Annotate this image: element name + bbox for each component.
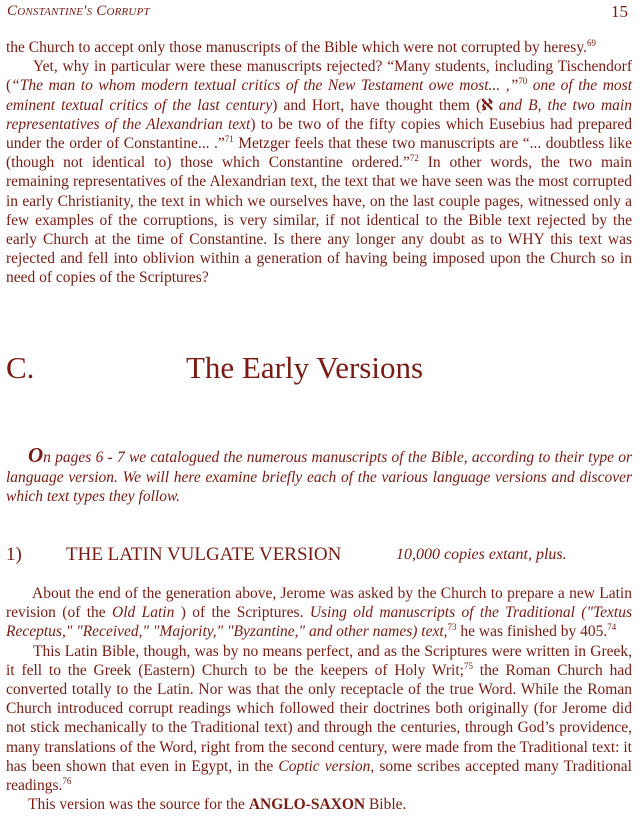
subsection-number: 1) (6, 544, 22, 565)
text-run: Yet, why in particular were these manuscripts rejected? “Many students, including Tischendorf ( (6, 58, 632, 95)
text-run: Metzger feels that these two manuscripts are “... doubtless like (though not identical to) those which Constantine ordered.” (6, 135, 632, 172)
text-run: ) to be two of the fifty copies which Eusebius had prepared under the order of Constantine... .” (6, 115, 632, 153)
text-run: the Roman Church had converted totally to the Latin. Nor was that the only receptacle of the true Word. While the Roman Church introduced corrupt readings which followed their doctrines both originally (for Jerome did not stick mechanically to the Traditional text) and through the centuries, through God’s providence, many translations of the Word, right from the second century, were made from the Traditional text: it has been shown that even in Egypt, in the (6, 661, 632, 775)
paragraph-continuation (6, 38, 632, 57)
text-run: This Latin Bible, though, was by no means perfect, and as the Scriptures were written in Greek, it fell to the Greek (Eastern) Church to be the keepers of Holy Writ; (6, 642, 632, 679)
running-title: Constantine's Corrupt (7, 3, 150, 19)
paragraph-rejected-manuscripts (6, 57, 632, 287)
text-run: This version was the source for the (28, 796, 249, 814)
text-run: In other words, the two main remaining representatives of the Alexandrian text, the text that we have seen was the most corrupted in early Christianity, the text in which we ourselves have, on the last couple pages, witnessed only a few examples of the corruptions, is very similar, if not identical to the Bible text rejected by the early Church at the time of Constantine. Is there any longer any doubt as to WHY this text was rejected and fell into oblivion within a generation of having being imposed upon the Church so in need of copies of the Scriptures? (6, 154, 632, 287)
text-run: the Church to accept only those manuscripts of the Bible which were not corrupted by heresy. (6, 39, 587, 56)
text-run: , some scribes accepted many Traditional readings. (6, 757, 632, 795)
footnote-ref-71: 71 (224, 134, 234, 145)
traditional-text-quote: Using old manuscripts of the Traditional ("Textus Receptus," "Received," "Majority," "Byzantine," and other names) text (6, 604, 633, 641)
intro-text: n pages 6 - 7 we catalogued the numerous manuscripts of the Bible, according to their type or language version. We will here examine briefly each of the various language versions and discover which text types they follow. (6, 449, 632, 505)
footnote-ref-70: 70 (518, 76, 528, 87)
coptic-version-term: Coptic version (278, 757, 371, 775)
text-run: ) of the Scriptures. (174, 604, 310, 622)
quote-tischendorf: “The man to whom modern textual critics of the New Testament owe most... ,” (11, 77, 519, 95)
aleph-symbol: ℵ (481, 96, 493, 114)
bottom-text-block (6, 584, 632, 814)
paragraph-jerome (6, 584, 632, 642)
page-number: 15 (611, 2, 628, 21)
paragraph-latin-bible (6, 642, 632, 796)
drop-cap: O (28, 443, 44, 467)
footnote-ref-72: 72 (409, 153, 419, 164)
old-latin-term: Old Latin (112, 604, 175, 622)
text-run: , (443, 623, 448, 641)
subsection-copies: 10,000 copies extant, plus. (396, 546, 567, 563)
text-run: Bible. (365, 796, 407, 814)
footnote-ref-76: 76 (62, 776, 72, 787)
text-run: ) and Hort, have thought them ( (272, 96, 482, 114)
anglo-saxon-term: ANGLO-SAXON (248, 796, 366, 814)
section-letter: C. (6, 350, 35, 385)
section-title: The Early Versions (186, 350, 424, 385)
top-text-block (6, 38, 632, 288)
footnote-ref-74: 74 (607, 622, 617, 633)
footnote-ref-69: 69 (586, 38, 596, 48)
intro-paragraph (6, 443, 632, 507)
quote-alexandrian: and B, the two main representatives of the Alexandrian text (6, 96, 632, 133)
text-run: About the end of the generation above, Jerome was asked by the Church to prepare a new Latin revision (of the (6, 585, 632, 622)
subsection-title: THE LATIN VULGATE VERSION (66, 544, 342, 565)
quote-eminent-critic: one of the most eminent textual critics of the last century (6, 77, 632, 114)
footnote-ref-73: 73 (447, 622, 457, 633)
text-run: he was finished by 405. (456, 623, 608, 641)
paragraph-anglo-saxon (6, 795, 632, 814)
footnote-ref-75: 75 (463, 660, 473, 671)
